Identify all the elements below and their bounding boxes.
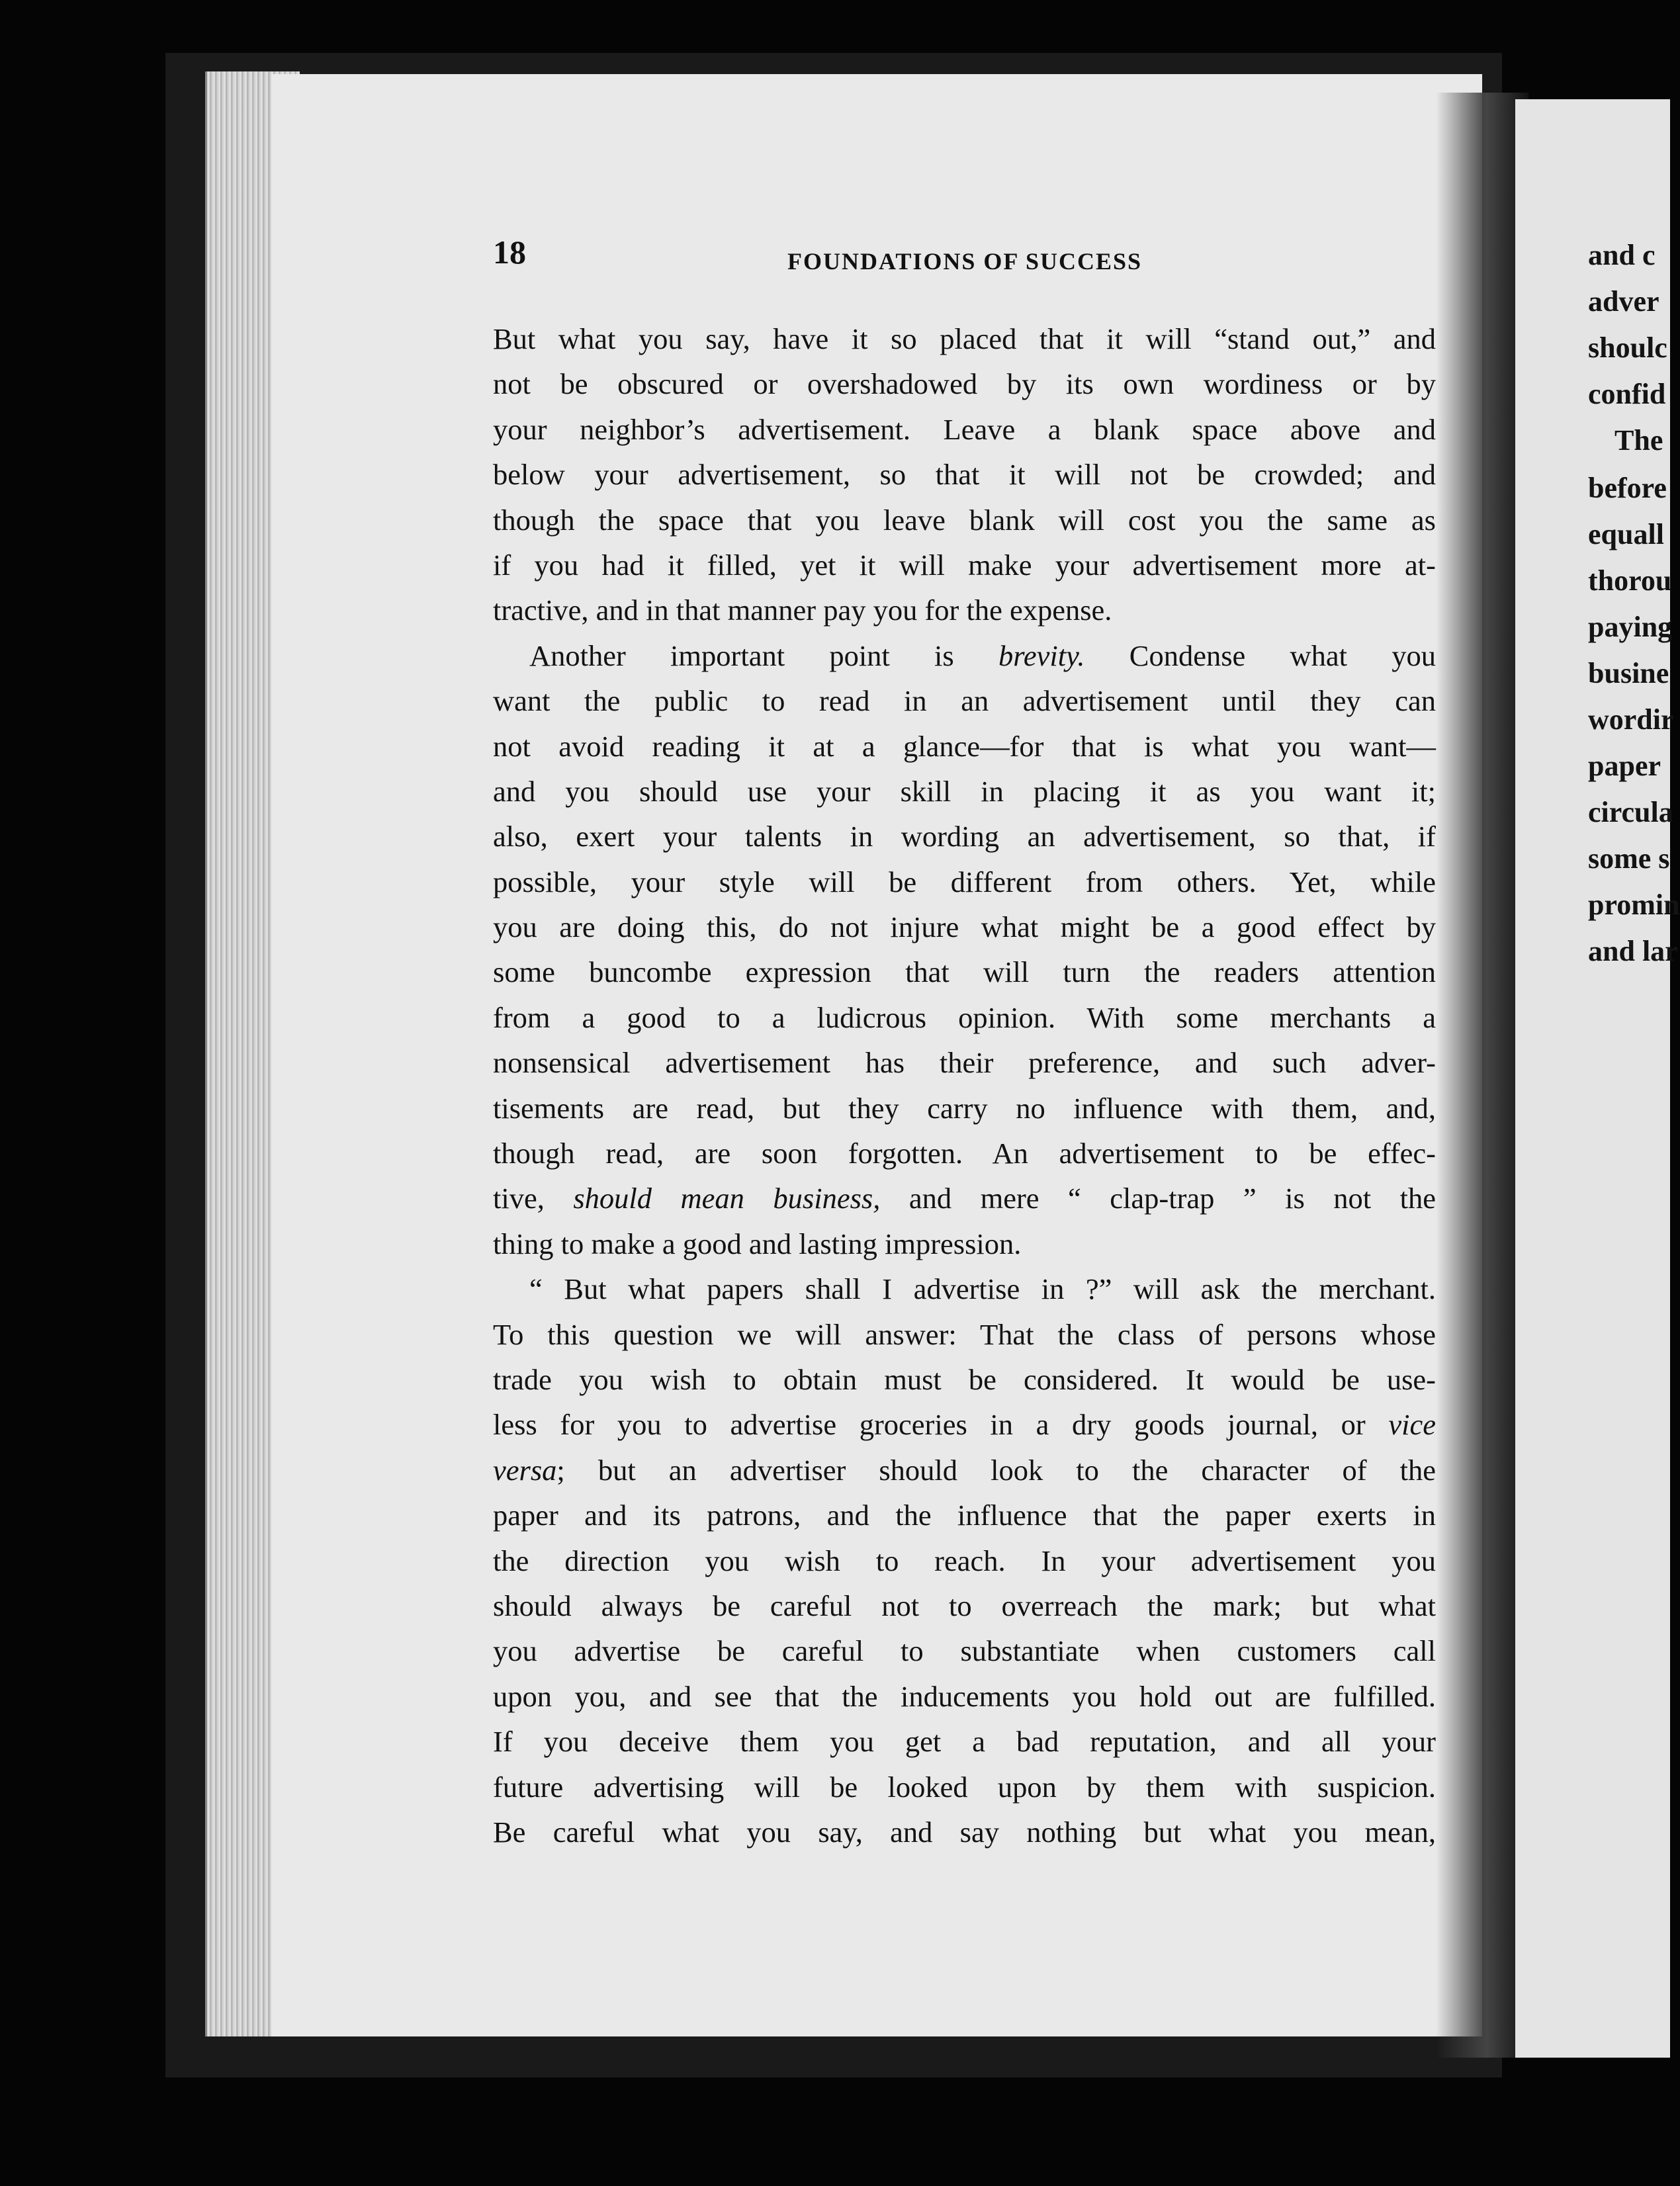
text-line: future advertising will be looked upon by them with suspicion. <box>493 1770 1436 1804</box>
text-line: also, exert your talents in wording an advertisement, so that, if <box>493 820 1436 853</box>
text-line: the direction you wish to reach. In your advertisement you <box>493 1544 1436 1577</box>
text-fragment: and mere “ clap-trap ” is not the <box>908 1182 1437 1215</box>
running-head <box>493 233 1426 286</box>
text-line: tractive, and in that manner pay you for the expense. <box>493 593 1112 627</box>
facing-page-line: adver <box>1588 285 1659 318</box>
facing-page-line: shoulc <box>1588 331 1667 364</box>
text-line <box>493 633 1436 678</box>
text-line: if you had it filled, yet it will make your advertisement more at- <box>493 548 1436 582</box>
facing-page-line: thorou <box>1588 564 1672 597</box>
text-line: “ But what papers shall I advertise in ?” will ask the merchant. <box>529 1272 1436 1306</box>
text-fragment: tive, <box>493 1182 545 1215</box>
text-line: tisements are read, but they carry no influence with them, and, <box>493 1091 1436 1125</box>
text-fragment: Condense what you <box>1129 638 1436 672</box>
text-line <box>493 1402 1436 1447</box>
facing-page-line: busine <box>1588 657 1669 689</box>
page-body-text <box>493 316 1436 1855</box>
facing-page-line: paying <box>1588 611 1673 643</box>
text-line: upon you, and see that the inducements you hold out are fulfilled. <box>493 1679 1436 1713</box>
text-line: should always be careful not to overreach the mark; but what <box>493 1589 1436 1622</box>
facing-page-line: The <box>1614 424 1663 457</box>
text-fragment: Another important point is <box>529 638 954 672</box>
running-title: FOUNDATIONS OF SUCCESS <box>787 248 1143 275</box>
italic-should-mean-business: should mean business, <box>573 1182 881 1215</box>
facing-page-line: promin <box>1588 889 1680 921</box>
facing-page-line: equall <box>1588 518 1664 550</box>
italic-brevity: brevity. <box>998 638 1085 672</box>
italic-versa: versa <box>493 1453 557 1487</box>
page-number: 18 <box>493 234 526 271</box>
text-line: nonsensical advertisement has their preference, and such adver- <box>493 1046 1436 1080</box>
facing-page-line: and c <box>1588 239 1656 271</box>
text-fragment: ; but an advertiser should look to the character of the <box>556 1453 1436 1487</box>
text-line: and you should use your skill in placing it as you want it; <box>493 774 1436 808</box>
text-line: from a good to a ludicrous opinion. With some merchants a <box>493 1000 1436 1034</box>
text-line: To this question we will answer: That the class of persons whose <box>493 1317 1436 1351</box>
text-line: you advertise be careful to substantiate when customers call <box>493 1634 1436 1668</box>
text-line: But what you say, have it so placed that it will “stand out,” and <box>493 322 1436 355</box>
text-line: not avoid reading it at a glance—for that is what you want— <box>493 729 1436 763</box>
text-line: you are doing this, do not injure what might be a good effect by <box>493 910 1436 944</box>
text-line: some buncombe expression that will turn the readers attention <box>493 955 1436 989</box>
text-line: paper and its patrons, and the influence that the paper exerts in <box>493 1499 1436 1532</box>
text-line: though read, are soon forgotten. An advertisement to be effec- <box>493 1137 1436 1170</box>
text-fragment: less for you to advertise groceries in a dry goods journal, or <box>493 1408 1366 1442</box>
facing-page-line: wordir <box>1588 703 1674 736</box>
facing-page-line: before <box>1588 472 1667 504</box>
italic-vice: vice <box>1388 1408 1437 1442</box>
text-line: Be careful what you say, and say nothing but what you mean, <box>493 1815 1436 1849</box>
text-line <box>493 1176 1436 1221</box>
facing-page-line: and lar <box>1588 935 1678 967</box>
facing-page <box>1515 99 1680 2058</box>
text-line <box>493 1448 1436 1493</box>
text-line: your neighbor’s advertisement. Leave a blank space above and <box>493 412 1436 446</box>
text-line: not be obscured or overshadowed by its own wordiness or by <box>493 367 1436 401</box>
text-line: below your advertisement, so that it will not be crowded; and <box>493 458 1436 492</box>
text-line: want the public to read in an advertisement until they can <box>493 684 1436 718</box>
text-line: If you deceive them you get a bad reputation, and all your <box>493 1725 1436 1759</box>
facing-page-line: paper <box>1588 750 1661 782</box>
text-line: thing to make a good and lasting impression. <box>493 1227 1022 1260</box>
text-line: trade you wish to obtain must be considered. It would be use- <box>493 1362 1436 1396</box>
text-line: though the space that you leave blank will cost you the same as <box>493 503 1436 537</box>
facing-page-line: some s <box>1588 842 1670 875</box>
facing-page-line: circula <box>1588 796 1673 828</box>
book-gutter-shadow <box>1436 93 1528 2058</box>
text-line: possible, your style will be different from others. Yet, while <box>493 865 1436 898</box>
facing-page-line: confid <box>1588 378 1666 410</box>
